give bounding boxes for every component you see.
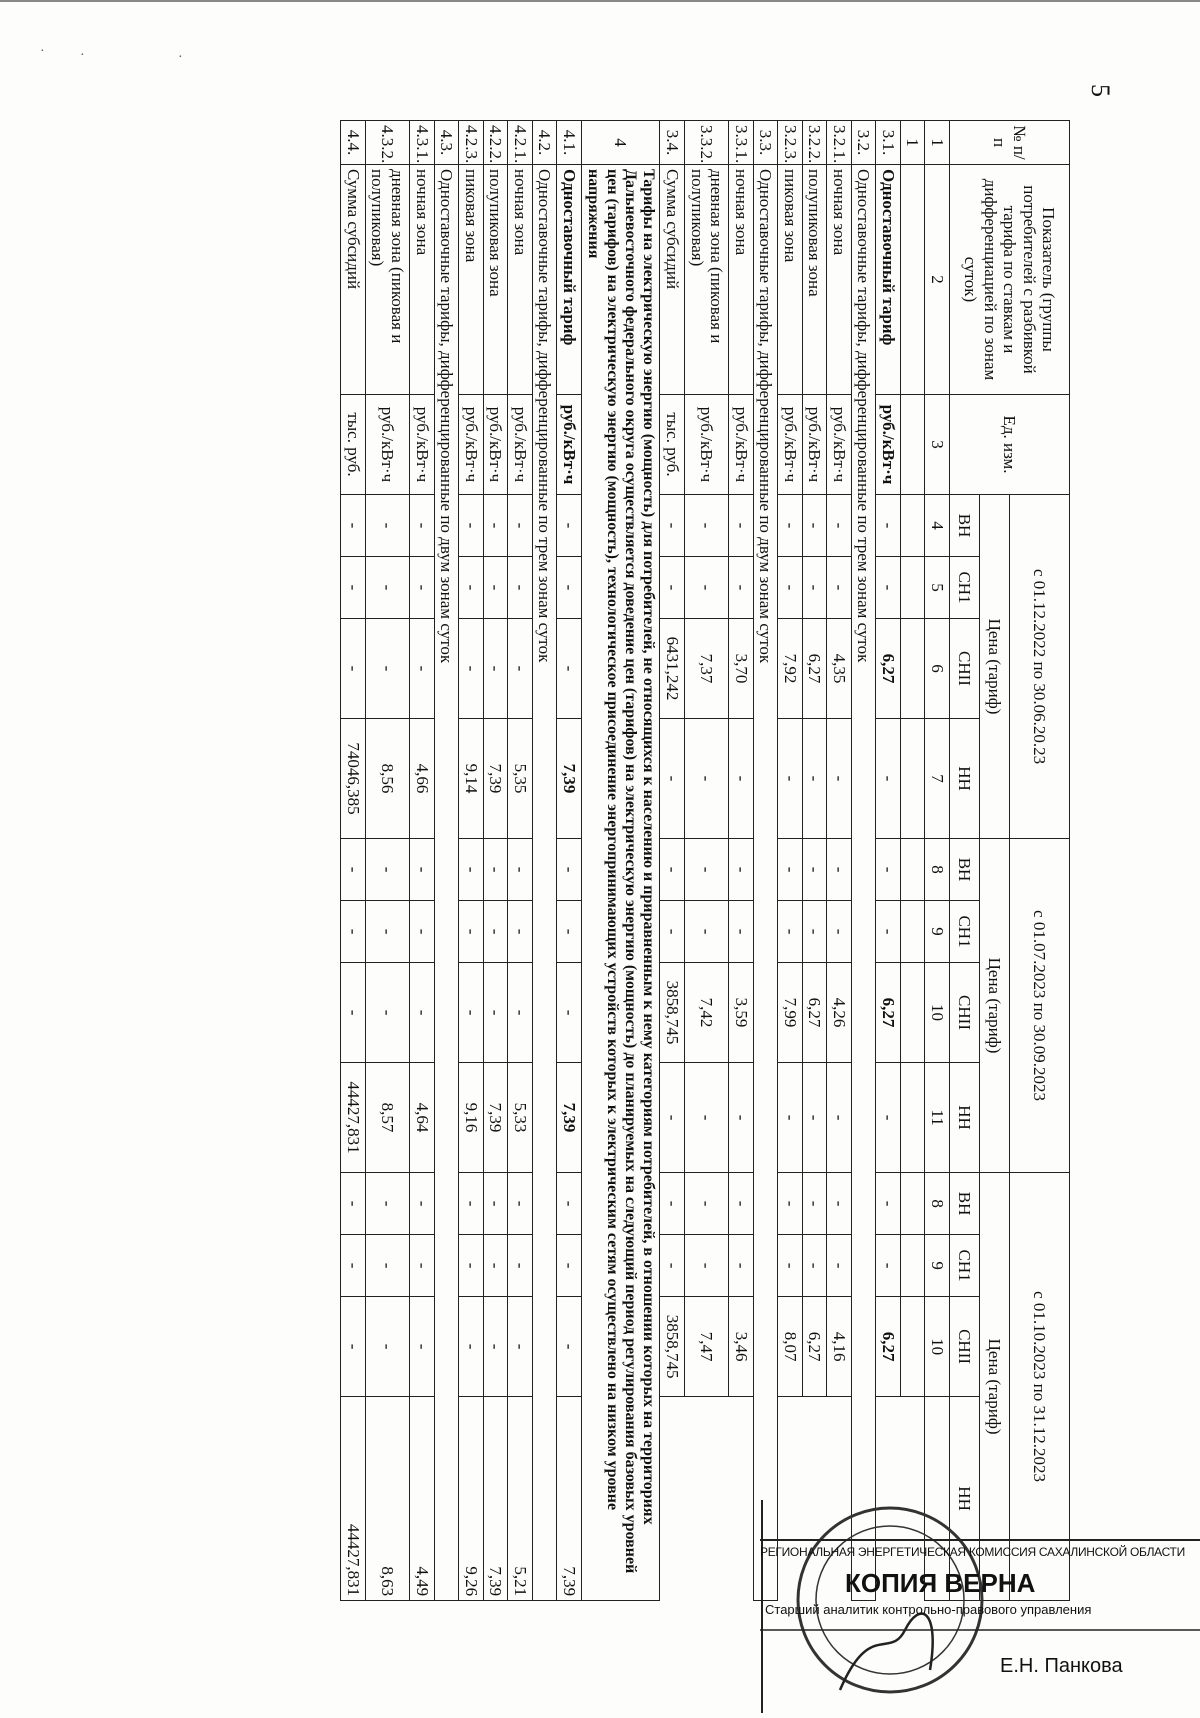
- table-cell: -: [660, 1173, 685, 1235]
- table-cell: -: [459, 1235, 484, 1297]
- table-cell: руб./кВт·ч: [827, 395, 852, 495]
- table-cell: 3.1.: [876, 121, 901, 165]
- table-cell: 3.2.2.: [802, 121, 827, 165]
- table-cell: -: [483, 1173, 508, 1235]
- table-cell: -: [827, 839, 852, 901]
- table-cell: Одноставочный тариф: [876, 165, 901, 395]
- table-cell: -: [660, 557, 685, 619]
- table-cell: -: [365, 901, 409, 963]
- table-cell: -: [410, 839, 435, 901]
- table-cell: -: [341, 963, 366, 1063]
- table-cell: -: [684, 839, 728, 901]
- col-index: 7: [925, 719, 950, 839]
- table-cell: -: [483, 495, 508, 557]
- header-vn: ВН: [950, 839, 980, 901]
- col-index: 3: [925, 395, 950, 495]
- table-cell: 7,42: [684, 963, 728, 1063]
- header-num: № п/п: [950, 121, 1070, 165]
- tariff-table-body: [341, 121, 925, 1601]
- table-cell: 1: [900, 121, 925, 165]
- table-cell: -: [729, 1235, 754, 1297]
- table-cell: -: [365, 1173, 409, 1235]
- table-cell: 7,39: [557, 1397, 582, 1601]
- header-period-3: с 01.10.2023 по 31.12.2023: [1010, 1173, 1070, 1601]
- table-cell: -: [410, 963, 435, 1063]
- table-cell: полупиковая зона: [802, 165, 827, 395]
- table-cell: 7,39: [483, 1397, 508, 1601]
- table-cell: -: [508, 901, 533, 963]
- table-cell: дневная зона (пиковая и полупиковая): [684, 165, 728, 395]
- table-cell: руб./кВт·ч: [876, 395, 901, 495]
- table-cell: -: [876, 901, 901, 963]
- table-cell: -: [483, 839, 508, 901]
- table-cell: Одноставочные тарифы, дифференцированные по двум зонам суток: [753, 165, 778, 1601]
- table-cell: руб./кВт·ч: [483, 395, 508, 495]
- table-cell: -: [483, 557, 508, 619]
- table-cell: 8,07: [778, 1297, 803, 1397]
- table-row: [851, 121, 876, 1601]
- table-cell: Тарифы на электрическую энергию (мощность) для потребителей, не относящихся к населению и приравненным к нему категориям потребителей, в отношении которых на территориях Дальневосточного федерального округа осуществляется доведение цен (тарифов) на электрическую энергию (мощность) до планируемых на следующий период регулирования базовых уровней цен (тарифов) на электрическую энергию (мощность), технологическое присоединение энергопринимающих устройств которых к электрическим сетям осуществлено на низком уровне напряжения: [581, 165, 660, 1601]
- table-cell: [900, 719, 925, 839]
- table-cell: пиковая зона: [459, 165, 484, 395]
- table-cell: 4,49: [410, 1397, 435, 1601]
- header-sn1: СН1: [950, 1235, 980, 1297]
- table-cell: -: [459, 557, 484, 619]
- col-index: 11: [925, 1063, 950, 1173]
- table-cell: [900, 839, 925, 901]
- table-cell: 6,27: [876, 619, 901, 719]
- table-cell: -: [660, 719, 685, 839]
- table-cell: Одноставочный тариф: [557, 165, 582, 395]
- header-nn: НН: [950, 719, 980, 839]
- table-cell: 9,14: [459, 719, 484, 839]
- table-cell: -: [778, 1235, 803, 1297]
- table-cell: -: [778, 557, 803, 619]
- table-cell: 4,64: [410, 1063, 435, 1173]
- table-cell: -: [508, 1297, 533, 1397]
- table-cell: -: [684, 901, 728, 963]
- table-cell: ночная зона: [508, 165, 533, 395]
- col-index: 1: [925, 121, 950, 165]
- table-row: [684, 121, 728, 1601]
- table-cell: 7,39: [483, 1063, 508, 1173]
- table-cell: руб./кВт·ч: [365, 395, 409, 495]
- table-cell: -: [729, 495, 754, 557]
- table-cell: 7,37: [684, 619, 728, 719]
- table-cell: -: [729, 1063, 754, 1173]
- table-row: [557, 121, 582, 1601]
- table-cell: 6431,242: [660, 619, 685, 719]
- header-sn2: СНII: [950, 619, 980, 719]
- table-cell: [900, 901, 925, 963]
- table-cell: 3,59: [729, 963, 754, 1063]
- col-index: 5: [925, 557, 950, 619]
- table-cell: -: [508, 839, 533, 901]
- header-period-1: с 01.12.2022 по 30.06.20.23: [1010, 495, 1070, 839]
- table-cell: -: [684, 557, 728, 619]
- table-row: [900, 121, 925, 1601]
- table-cell: 7,39: [557, 1063, 582, 1173]
- table-cell: -: [557, 1173, 582, 1235]
- table-cell: -: [876, 1063, 901, 1173]
- stamp-subtitle: Старший аналитик контрольно-правового управления: [765, 1602, 1092, 1617]
- table-cell: Одноставочные тарифы, дифференцированные по трем зонам суток: [532, 165, 557, 1601]
- header-price-2: Цена (тариф): [980, 839, 1010, 1173]
- table-cell: руб./кВт·ч: [459, 395, 484, 495]
- table-cell: -: [341, 1235, 366, 1297]
- table-cell: -: [778, 1173, 803, 1235]
- table-cell: -: [557, 495, 582, 557]
- table-cell: полупиковая зона: [483, 165, 508, 395]
- stamp-organization: РЕГИОНАЛЬНАЯ ЭНЕРГЕТИЧЕСКАЯ КОМИССИЯ САХАЛИНСКОЙ ОБЛАСТИ: [760, 1545, 1185, 1559]
- rotated-tariff-sheet: [230, 120, 1070, 1600]
- col-index: 10: [925, 963, 950, 1063]
- table-cell: -: [827, 719, 852, 839]
- table-cell: -: [729, 719, 754, 839]
- table-cell: 7,92: [778, 619, 803, 719]
- page-number: 5: [1086, 84, 1115, 97]
- table-cell: 3,46: [729, 1297, 754, 1397]
- table-cell: 4.3.1.: [410, 121, 435, 165]
- col-index: 9: [925, 1235, 950, 1297]
- table-cell: 3.3.: [753, 121, 778, 165]
- table-cell: 6,27: [802, 963, 827, 1063]
- table-cell: -: [802, 557, 827, 619]
- table-cell: -: [802, 1063, 827, 1173]
- table-cell: -: [508, 963, 533, 1063]
- table-cell: 4,35: [827, 619, 852, 719]
- table-cell: -: [557, 619, 582, 719]
- table-cell: 3.3.2.: [684, 121, 728, 165]
- table-cell: 3.4.: [660, 121, 685, 165]
- table-cell: дневная зона (пиковая и полупиковая): [365, 165, 409, 395]
- table-cell: -: [660, 901, 685, 963]
- table-cell: -: [410, 1297, 435, 1397]
- table-cell: -: [459, 495, 484, 557]
- col-index: 4: [925, 495, 950, 557]
- table-cell: -: [508, 557, 533, 619]
- table-cell: -: [684, 719, 728, 839]
- table-cell: руб./кВт·ч: [410, 395, 435, 495]
- table-row: [483, 121, 508, 1601]
- table-cell: -: [410, 1235, 435, 1297]
- table-cell: -: [557, 1235, 582, 1297]
- table-cell: -: [827, 1063, 852, 1173]
- table-cell: [900, 165, 925, 395]
- table-cell: -: [410, 557, 435, 619]
- table-cell: -: [778, 1063, 803, 1173]
- table-cell: [900, 619, 925, 719]
- table-cell: 9,26: [459, 1397, 484, 1601]
- table-cell: -: [557, 557, 582, 619]
- table-cell: -: [827, 1235, 852, 1297]
- table-cell: 44427,831: [341, 1397, 366, 1601]
- table-cell: руб./кВт·ч: [802, 395, 827, 495]
- table-cell: -: [508, 619, 533, 719]
- table-cell: [900, 1235, 925, 1297]
- header-sn2: СНII: [950, 1297, 980, 1397]
- table-cell: Сумма субсидий: [660, 165, 685, 395]
- table-cell: 7,39: [557, 719, 582, 839]
- table-cell: -: [778, 495, 803, 557]
- table-cell: -: [557, 901, 582, 963]
- table-cell: -: [802, 901, 827, 963]
- table-cell: 5,21: [508, 1397, 533, 1601]
- table-cell: -: [365, 495, 409, 557]
- table-cell: 5,35: [508, 719, 533, 839]
- scan-speck: ·: [80, 48, 85, 63]
- table-row: [434, 121, 459, 1601]
- table-cell: -: [483, 1235, 508, 1297]
- table-cell: -: [459, 1173, 484, 1235]
- table-cell: [900, 1297, 925, 1397]
- table-cell: -: [483, 619, 508, 719]
- table-cell: -: [802, 839, 827, 901]
- table-cell: -: [827, 901, 852, 963]
- table-cell: -: [729, 839, 754, 901]
- col-index: 2: [925, 165, 950, 395]
- table-cell: 8,56: [365, 719, 409, 839]
- col-index: 10: [925, 1297, 950, 1397]
- table-row: [341, 121, 366, 1601]
- table-cell: -: [459, 1297, 484, 1397]
- table-cell: тыс. руб.: [660, 395, 685, 495]
- table-cell: -: [365, 839, 409, 901]
- table-cell: -: [459, 619, 484, 719]
- table-cell: -: [483, 963, 508, 1063]
- scan-speck: ·: [178, 50, 183, 65]
- tariff-table: [340, 120, 1070, 1601]
- table-cell: -: [827, 1173, 852, 1235]
- table-cell: руб./кВт·ч: [508, 395, 533, 495]
- table-cell: 3858,745: [660, 1297, 685, 1397]
- table-cell: 6,27: [876, 963, 901, 1063]
- header-price-1: Цена (тариф): [980, 495, 1010, 839]
- table-cell: 6,27: [802, 1297, 827, 1397]
- header-vn: ВН: [950, 495, 980, 557]
- table-cell: -: [557, 1297, 582, 1397]
- col-index: 8: [925, 1173, 950, 1235]
- table-cell: 4.2.2.: [483, 121, 508, 165]
- table-cell: -: [341, 557, 366, 619]
- table-cell: -: [557, 839, 582, 901]
- header-sn1: СН1: [950, 557, 980, 619]
- table-row: [729, 121, 754, 1601]
- table-cell: -: [365, 1297, 409, 1397]
- header-indicator: Показатель (группы потребителей с разбивкой тарифа по ставкам и дифференциацией по зонам суток): [950, 165, 1070, 395]
- header-period-2: с 01.07.2023 по 30.09.2023: [1010, 839, 1070, 1173]
- table-row: [753, 121, 778, 1601]
- table-cell: -: [876, 557, 901, 619]
- table-cell: 4.4.: [341, 121, 366, 165]
- table-cell: ночная зона: [410, 165, 435, 395]
- table-cell: -: [365, 1235, 409, 1297]
- col-index: 9: [925, 901, 950, 963]
- table-cell: [900, 495, 925, 557]
- table-cell: 6,27: [802, 619, 827, 719]
- table-cell: [900, 395, 925, 495]
- scan-speck: ·: [40, 44, 45, 59]
- table-row: [508, 121, 533, 1601]
- table-cell: -: [778, 901, 803, 963]
- table-cell: -: [684, 1235, 728, 1297]
- table-cell: 4.1.: [557, 121, 582, 165]
- table-cell: 5,33: [508, 1063, 533, 1173]
- header-nn: НН: [950, 1397, 980, 1601]
- table-row: [532, 121, 557, 1601]
- table-cell: -: [660, 495, 685, 557]
- header-nn: НН: [950, 1063, 980, 1173]
- header-price-3: Цена (тариф): [980, 1173, 1010, 1601]
- table-row: [876, 121, 901, 1601]
- table-cell: -: [365, 619, 409, 719]
- table-cell: -: [876, 1235, 901, 1297]
- table-cell: 74046,385: [341, 719, 366, 839]
- table-cell: 3.2.3.: [778, 121, 803, 165]
- table-cell: 4,16: [827, 1297, 852, 1397]
- table-cell: 4,26: [827, 963, 852, 1063]
- table-cell: -: [729, 557, 754, 619]
- table-cell: -: [729, 1173, 754, 1235]
- table-cell: [900, 963, 925, 1063]
- table-cell: -: [827, 557, 852, 619]
- table-cell: -: [508, 1235, 533, 1297]
- header-vn: ВН: [950, 1173, 980, 1235]
- table-cell: -: [341, 1297, 366, 1397]
- table-cell: -: [876, 719, 901, 839]
- table-cell: -: [459, 839, 484, 901]
- table-cell: -: [459, 963, 484, 1063]
- table-cell: -: [410, 1173, 435, 1235]
- table-cell: 44427,831: [341, 1063, 366, 1173]
- table-row: [459, 121, 484, 1601]
- table-cell: -: [410, 901, 435, 963]
- col-index: 6: [925, 619, 950, 719]
- table-cell: 7,99: [778, 963, 803, 1063]
- table-row: [365, 121, 409, 1601]
- table-cell: -: [483, 901, 508, 963]
- table-cell: -: [410, 495, 435, 557]
- table-row: [827, 121, 852, 1601]
- table-cell: -: [778, 839, 803, 901]
- stamp-signer-name: Е.Н. Панкова: [1000, 1655, 1123, 1677]
- table-cell: [900, 557, 925, 619]
- table-cell: 4: [581, 121, 660, 165]
- table-row: [581, 121, 660, 1601]
- header-unit: Ед. изм.: [950, 395, 1070, 495]
- table-cell: -: [508, 1173, 533, 1235]
- table-cell: 4,66: [410, 719, 435, 839]
- table-cell: 3.3.1.: [729, 121, 754, 165]
- table-cell: -: [802, 719, 827, 839]
- top-edge-line: [0, 0, 1200, 2]
- table-cell: -: [365, 557, 409, 619]
- table-cell: [900, 1063, 925, 1173]
- table-cell: -: [684, 495, 728, 557]
- table-cell: -: [483, 1297, 508, 1397]
- table-cell: -: [876, 495, 901, 557]
- table-cell: 8,57: [365, 1063, 409, 1173]
- table-cell: -: [684, 1063, 728, 1173]
- table-cell: -: [557, 963, 582, 1063]
- table-cell: 7,39: [483, 719, 508, 839]
- table-cell: -: [365, 963, 409, 1063]
- table-cell: -: [660, 839, 685, 901]
- table-row: [802, 121, 827, 1601]
- table-cell: -: [660, 1235, 685, 1297]
- table-cell: 9,16: [459, 1063, 484, 1173]
- table-cell: 4.3.2.: [365, 121, 409, 165]
- table-cell: 7,47: [684, 1297, 728, 1397]
- table-cell: 4.3.: [434, 121, 459, 165]
- col-index: 8: [925, 839, 950, 901]
- table-cell: -: [802, 1235, 827, 1297]
- table-cell: -: [802, 495, 827, 557]
- table-cell: 3858,745: [660, 963, 685, 1063]
- stamp-title: КОПИЯ ВЕРНА: [845, 1568, 1036, 1598]
- table-cell: -: [341, 1173, 366, 1235]
- table-cell: -: [459, 901, 484, 963]
- table-cell: Одноставочные тарифы, дифференцированные по двум зонам суток: [434, 165, 459, 1601]
- table-cell: тыс. руб.: [341, 395, 366, 495]
- table-cell: руб./кВт·ч: [778, 395, 803, 495]
- table-cell: ночная зона: [729, 165, 754, 395]
- table-cell: -: [660, 1063, 685, 1173]
- table-row: [660, 121, 685, 1601]
- table-cell: -: [341, 839, 366, 901]
- table-cell: -: [778, 719, 803, 839]
- table-cell: пиковая зона: [778, 165, 803, 395]
- table-cell: 4.2.1.: [508, 121, 533, 165]
- table-cell: -: [410, 619, 435, 719]
- table-cell: руб./кВт·ч: [684, 395, 728, 495]
- table-cell: руб./кВт·ч: [557, 395, 582, 495]
- header-sn1: СН1: [950, 901, 980, 963]
- table-cell: -: [876, 839, 901, 901]
- table-cell: 3,70: [729, 619, 754, 719]
- table-cell: -: [827, 495, 852, 557]
- table-cell: -: [341, 901, 366, 963]
- table-cell: -: [802, 1173, 827, 1235]
- table-cell: 8,63: [365, 1397, 409, 1601]
- header-sn2: СНII: [950, 963, 980, 1063]
- table-row: [778, 121, 803, 1601]
- table-cell: 4.2.3.: [459, 121, 484, 165]
- table-cell: -: [341, 619, 366, 719]
- table-cell: 4.2.: [532, 121, 557, 165]
- table-cell: Одноставочные тарифы, дифференцированные по трем зонам суток: [851, 165, 876, 1601]
- table-cell: -: [341, 495, 366, 557]
- table-cell: ночная зона: [827, 165, 852, 395]
- table-cell: -: [508, 495, 533, 557]
- table-cell: руб./кВт·ч: [729, 395, 754, 495]
- table-cell: -: [684, 1173, 728, 1235]
- table-cell: 6,27: [876, 1297, 901, 1397]
- table-cell: 3.2.: [851, 121, 876, 165]
- table-row: [410, 121, 435, 1601]
- table-cell: -: [729, 901, 754, 963]
- table-cell: Сумма субсидий: [341, 165, 366, 395]
- table-cell: [900, 1173, 925, 1235]
- table-cell: -: [876, 1173, 901, 1235]
- table-cell: 3.2.1.: [827, 121, 852, 165]
